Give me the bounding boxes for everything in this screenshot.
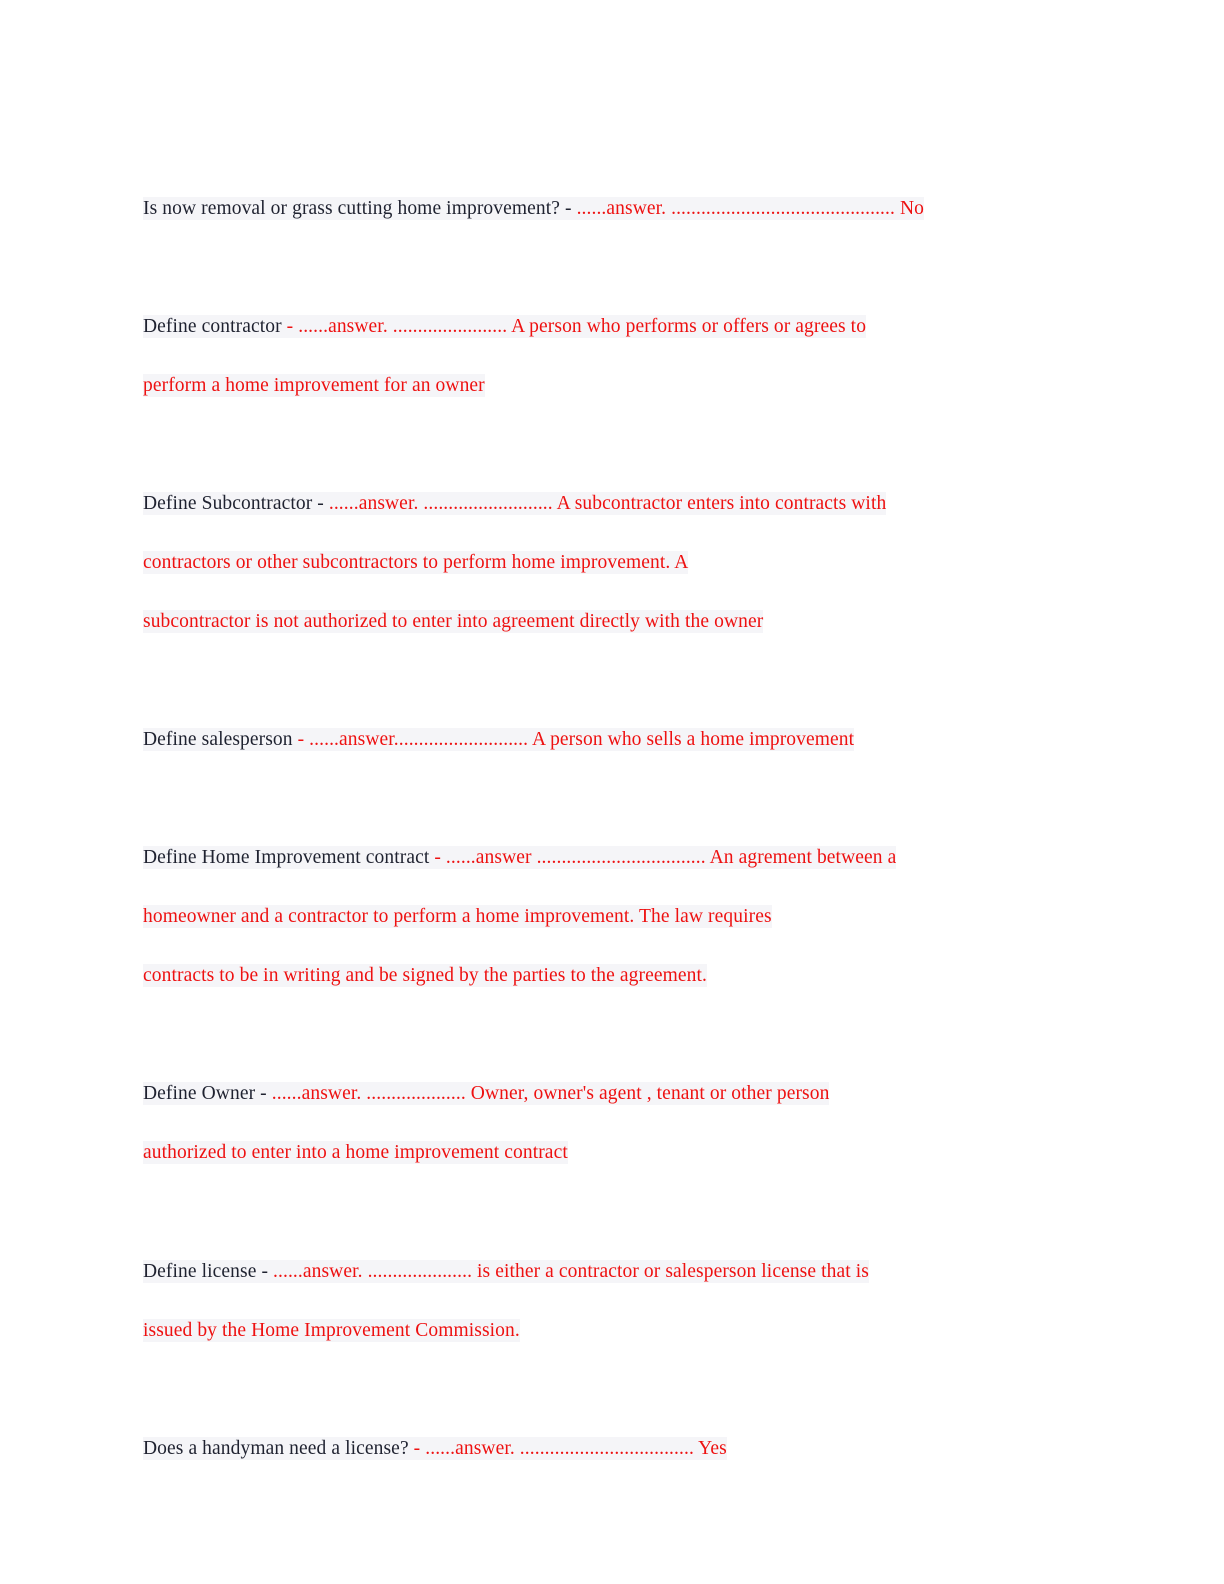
text-line [143,315,866,339]
text-line [143,1319,520,1343]
text-line [143,846,896,870]
text-line [143,905,772,929]
answer-text: subcontractor is not authorized to enter into agreement directly with the owner [143,611,764,632]
text-line [143,1141,568,1165]
answer-text: authorized to enter into a home improvement contract [143,1142,568,1163]
answer-text: - ......answer. ....................... A person who performs or offers or agrees to [286,316,867,337]
answer-text: - ......answer........................... A person who sells a home improvement [297,729,855,750]
text-line [143,1260,869,1284]
text-line [143,197,924,221]
answer-text: ......answer. .................... Owner, owner's agent , tenant or other person [271,1083,830,1104]
answer-text: - ......answer. ................................... Yes [413,1438,727,1459]
answer-text: perform a home improvement for an owner [143,375,485,396]
text-line [143,1437,727,1461]
answer-text: ......answer. ............................................. No [576,198,924,219]
text-line [143,964,707,988]
question-text: Define salesperson [143,729,298,750]
answer-text: contracts to be in writing and be signed by the parties to the agreement. [143,965,707,986]
answer-text: - ......answer .................................. An agrement between a [434,847,897,868]
question-text: Define license - [143,1261,274,1282]
text-line [143,728,854,752]
text-line [143,374,485,398]
question-text: Define Owner - [143,1083,272,1104]
answer-text: ......answer. ..................... is either a contractor or salesperson license that is [273,1261,869,1282]
question-text: Define Home Improvement contract [143,847,435,868]
question-text: Is now removal or grass cutting home improvement? - [143,198,577,219]
text-line [143,610,763,634]
answer-text: ......answer. .......................... A subcontractor enters into contracts with [328,493,887,514]
text-line [143,492,886,516]
question-text: Define Subcontractor - [143,493,329,514]
answer-text: homeowner and a contractor to perform a home improvement. The law requires [143,906,772,927]
text-line [143,551,688,575]
question-text: Define contractor [143,316,287,337]
text-line [143,1082,829,1106]
answer-text: issued by the Home Improvement Commission. [143,1320,520,1341]
answer-text: contractors or other subcontractors to perform home improvement. A [143,552,689,573]
question-text: Does a handyman need a license? [143,1438,414,1459]
